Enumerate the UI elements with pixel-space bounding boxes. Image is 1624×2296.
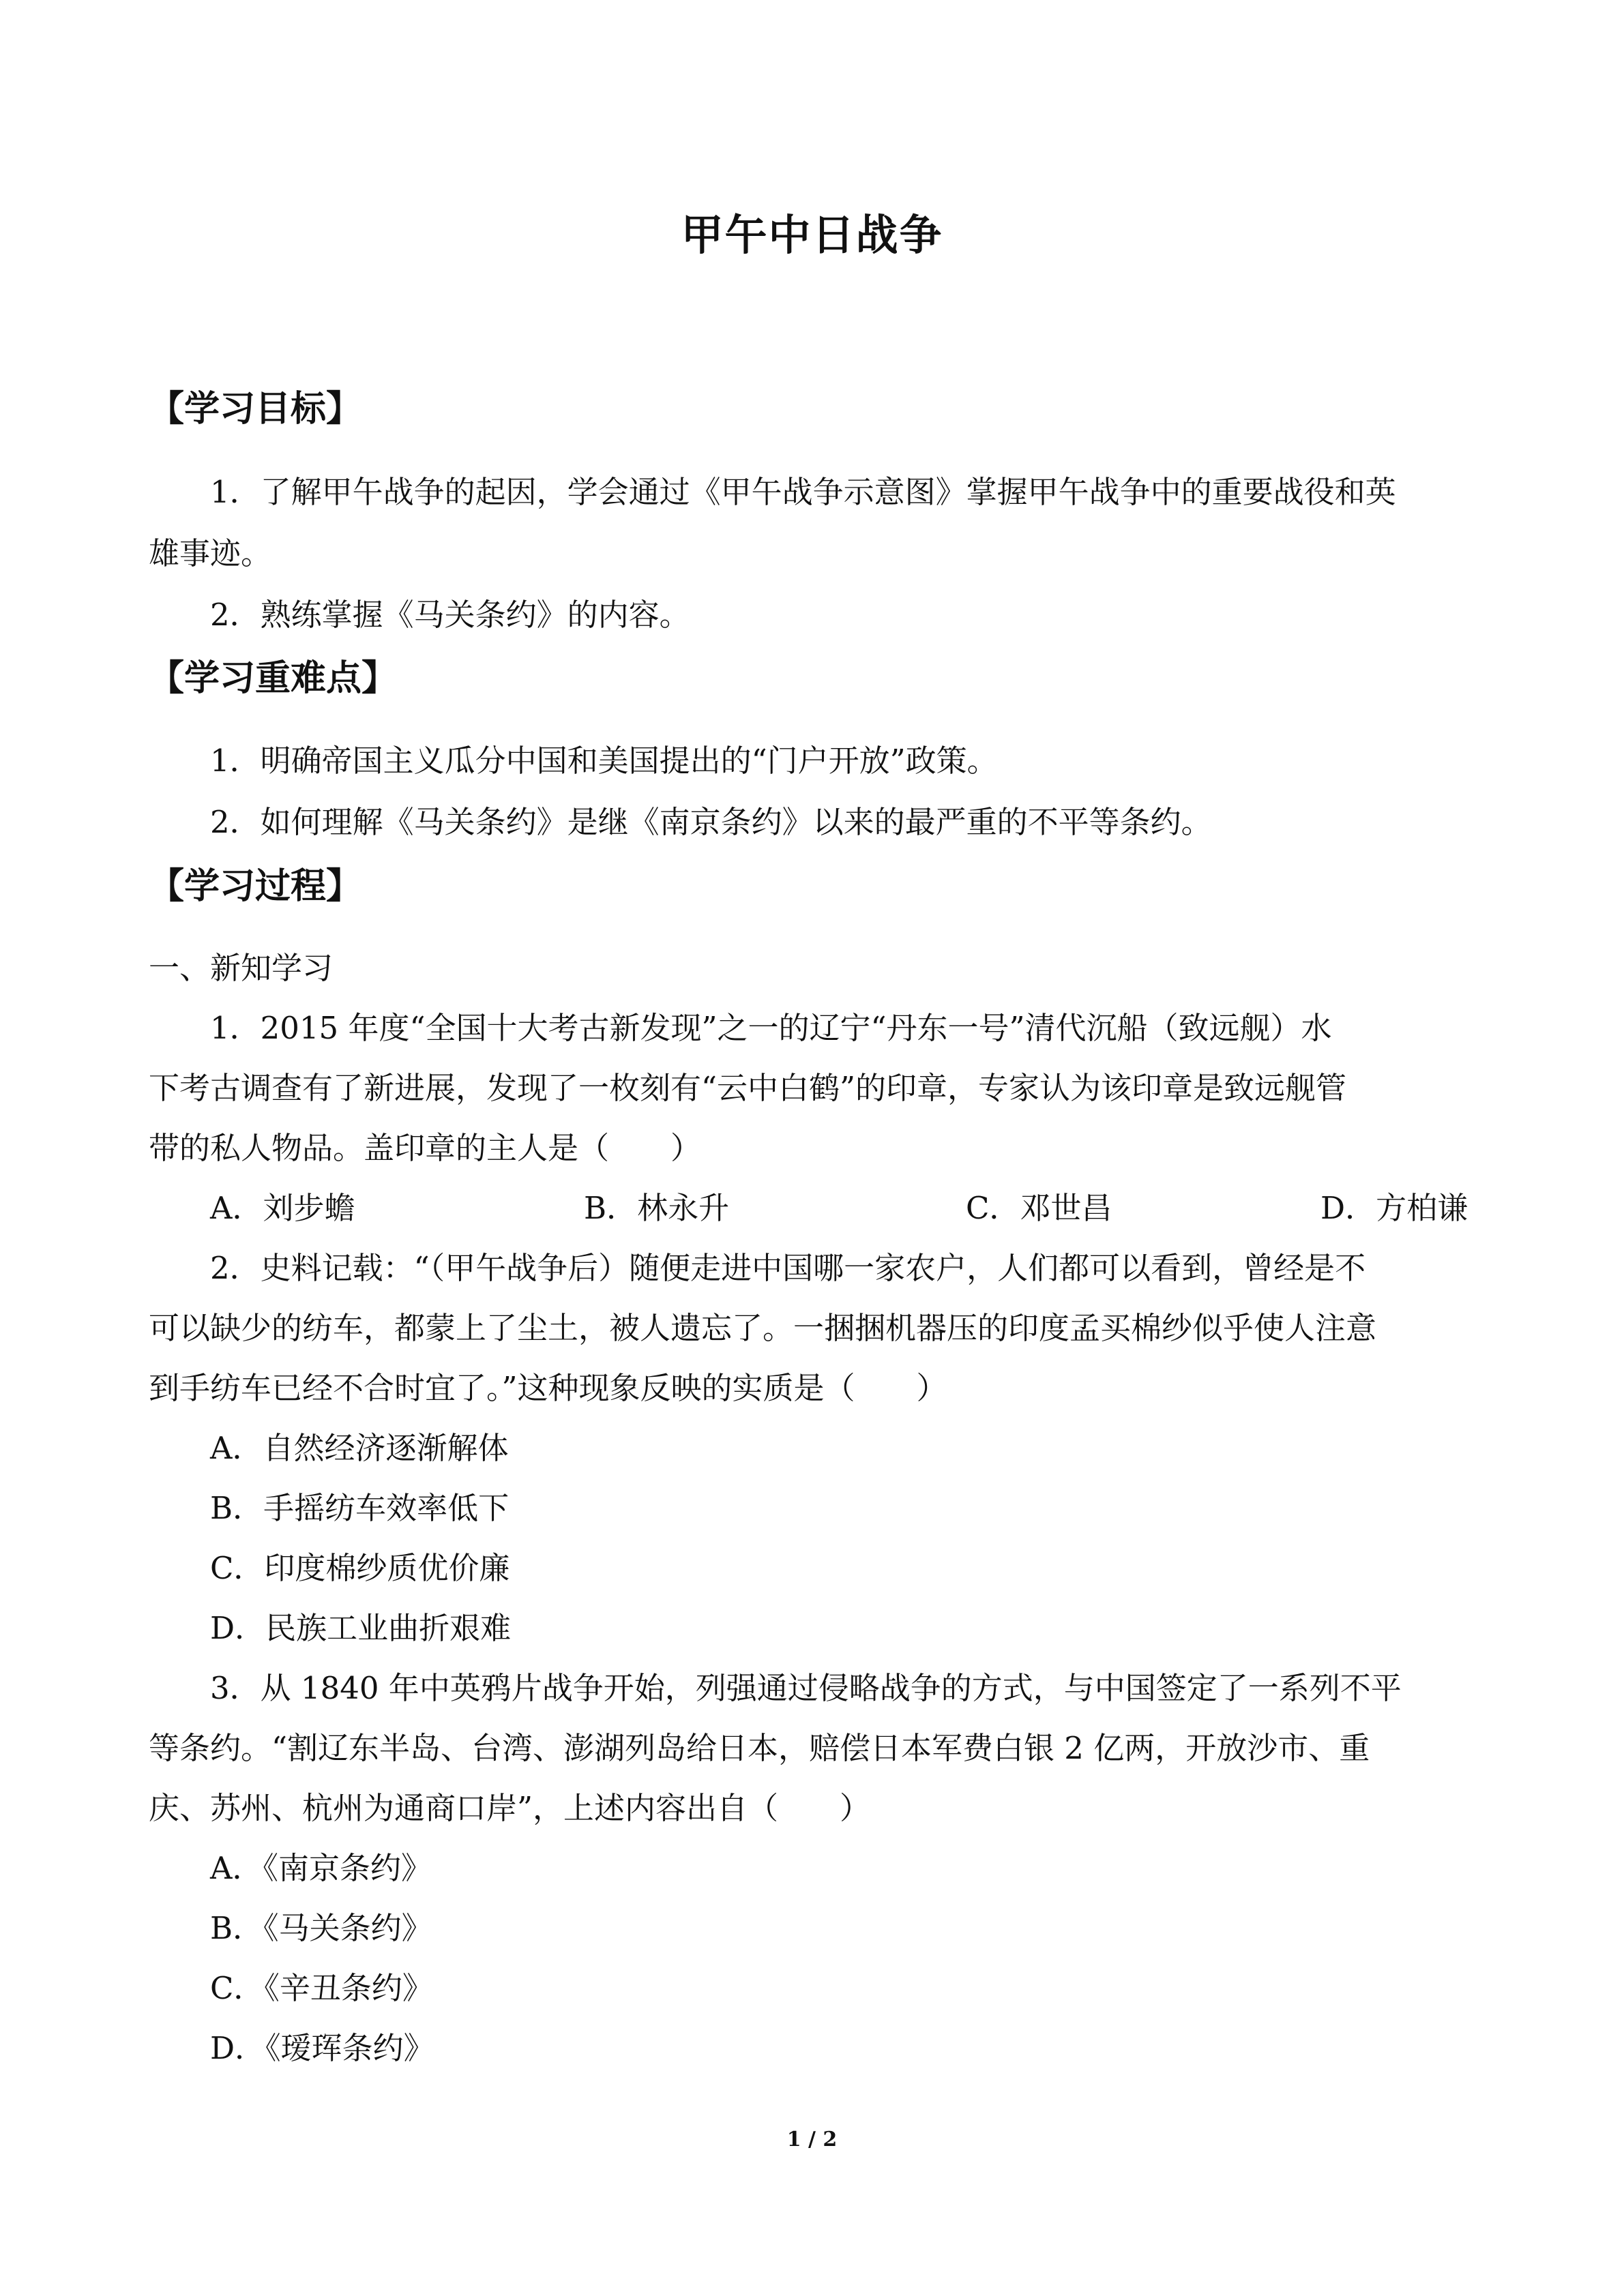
question-3-option-c: C．《辛丑条约》 <box>210 1970 433 2006</box>
question-2-option-b: B．手摇纺车效率低下 <box>210 1490 510 1526</box>
new-knowledge-subheading: 一、新知学习 <box>149 950 334 986</box>
question-1-option-d: D．方柏谦 <box>1320 1190 1468 1226</box>
question-2-option-d: D．民族工业曲折艰难 <box>210 1610 512 1646</box>
objective-1-line-2: 雄事迹。 <box>149 535 272 571</box>
question-2-option-c: C．印度棉纱质优价廉 <box>210 1550 510 1586</box>
question-3-option-a: A．《南京条约》 <box>210 1850 432 1886</box>
question-1-option-b: B．林永升 <box>584 1190 730 1226</box>
key-point-2: 2．如何理解《马关条约》是继《南京条约》以来的最严重的不平等条约。 <box>210 804 1212 840</box>
question-3-line-3: 庆、苏州、杭州为通商口岸”，上述内容出自（ ） <box>149 1790 871 1826</box>
question-1-line-2: 下考古调查有了新进展，发现了一枚刻有“云中白鹤”的印章，专家认为该印章是致远舰管 <box>149 1070 1347 1106</box>
page-title: 甲午中日战争 <box>681 210 943 260</box>
question-2-option-a: A．自然经济逐渐解体 <box>210 1430 509 1466</box>
process-heading: 【学习过程】 <box>149 866 362 907</box>
objectives-heading: 【学习目标】 <box>149 389 362 430</box>
question-3-option-b: B．《马关条约》 <box>210 1910 432 1946</box>
question-3-option-d: D．《瑷珲条约》 <box>210 2030 434 2066</box>
question-3-line-1: 3．从 1840 年中英鸦片战争开始，列强通过侵略战争的方式，与中国签定了一系列不平 <box>210 1670 1402 1706</box>
page-number: 1 / 2 <box>786 2128 838 2151</box>
question-1-line-3: 带的私人物品。盖印章的主人是（ ） <box>149 1130 702 1166</box>
question-3-line-2: 等条约。“割辽东半岛、台湾、澎湖列岛给日本，赔偿日本军费白银 2 亿两，开放沙市、重 <box>149 1730 1370 1766</box>
question-2-line-1: 2．史料记载：“（甲午战争后）随便走进中国哪一家农户，人们都可以看到，曾经是不 <box>210 1250 1366 1286</box>
objective-1-line-1: 1．了解甲午战争的起因，学会通过《甲午战争示意图》掌握甲午战争中的重要战役和英 <box>210 474 1396 510</box>
key-points-heading: 【学习重难点】 <box>149 658 398 699</box>
question-2-line-3: 到手纺车已经不合时宜了。”这种现象反映的实质是（ ） <box>149 1370 947 1406</box>
question-1-line-1: 1．2015 年度“全国十大考古新发现”之一的辽宁“丹东一号”清代沉船（致远舰）水 <box>210 1010 1332 1046</box>
question-1-option-a: A．刘步蟾 <box>210 1190 355 1226</box>
question-1-option-c: C．邓世昌 <box>966 1190 1112 1226</box>
key-point-1: 1．明确帝国主义瓜分中国和美国提出的“门户开放”政策。 <box>210 743 998 779</box>
question-1-options <box>210 1188 1492 1229</box>
question-2-line-2: 可以缺少的纺车，都蒙上了尘土，被人遗忘了。一捆捆机器压的印度孟买棉纱似乎使人注意 <box>149 1310 1377 1346</box>
objective-2: 2．熟练掌握《马关条约》的内容。 <box>210 597 690 633</box>
